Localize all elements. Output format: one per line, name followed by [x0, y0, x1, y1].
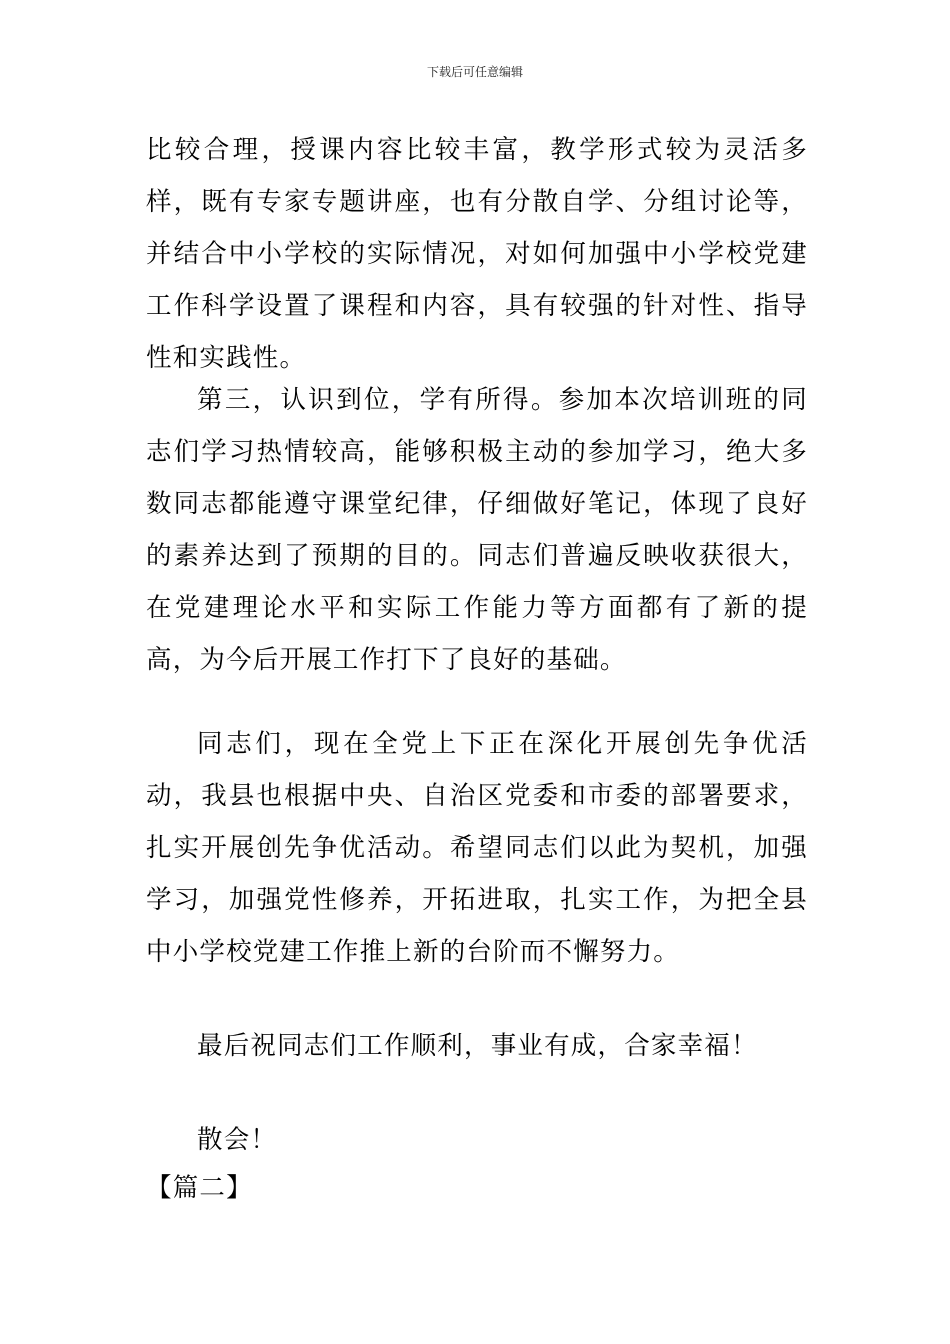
paragraph-course-content: 比较合理，授课内容比较丰富，教学形式较为灵活多样，既有专家专题讲座，也有分散自学、分组讨论等，并结合中小学校的实际情况，对如何加强中小学校党建工作科学设置了课程和内容，具有较强的针对性、指导性和实践性。: [146, 135, 808, 373]
paragraph-adjourn: 散会！: [197, 1125, 278, 1155]
paragraph-block-5: [146, 1114, 808, 1166]
paragraph-block-1: [146, 124, 808, 384]
paragraph-third-point: 第三，认识到位，学有所得。参加本次培训班的同志们学习热情较高，能够积极主动的参加学习，绝大多数同志都能遵守课堂纪律，仔细做好笔记，体现了良好的素养达到了预期的目的。同志们普遍反映收获很大，在党建理论水平和实际工作能力等方面都有了新的提高，为今后开展工作打下了良好的基础。: [146, 385, 808, 675]
paragraph-block-4: [146, 1020, 808, 1072]
paragraph-block-2: [146, 374, 808, 686]
paragraph-comrades: 同志们，现在全党上下正在深化开展创先争优活动，我县也根据中央、自治区党委和市委的部署要求，扎实开展创先争优活动。希望同志们以此为契机，加强学习，加强党性修养，开拓进取，扎实工作，为把全县中小学校党建工作推上新的台阶而不懈努力。: [146, 729, 808, 967]
paragraph-block-3: [146, 718, 808, 978]
page-header: 下载后可任意编辑: [426, 65, 523, 79]
paragraph-wishes: 最后祝同志们工作顺利，事业有成，合家幸福！: [197, 1031, 758, 1061]
section-heading: 【篇二】: [146, 1173, 253, 1203]
